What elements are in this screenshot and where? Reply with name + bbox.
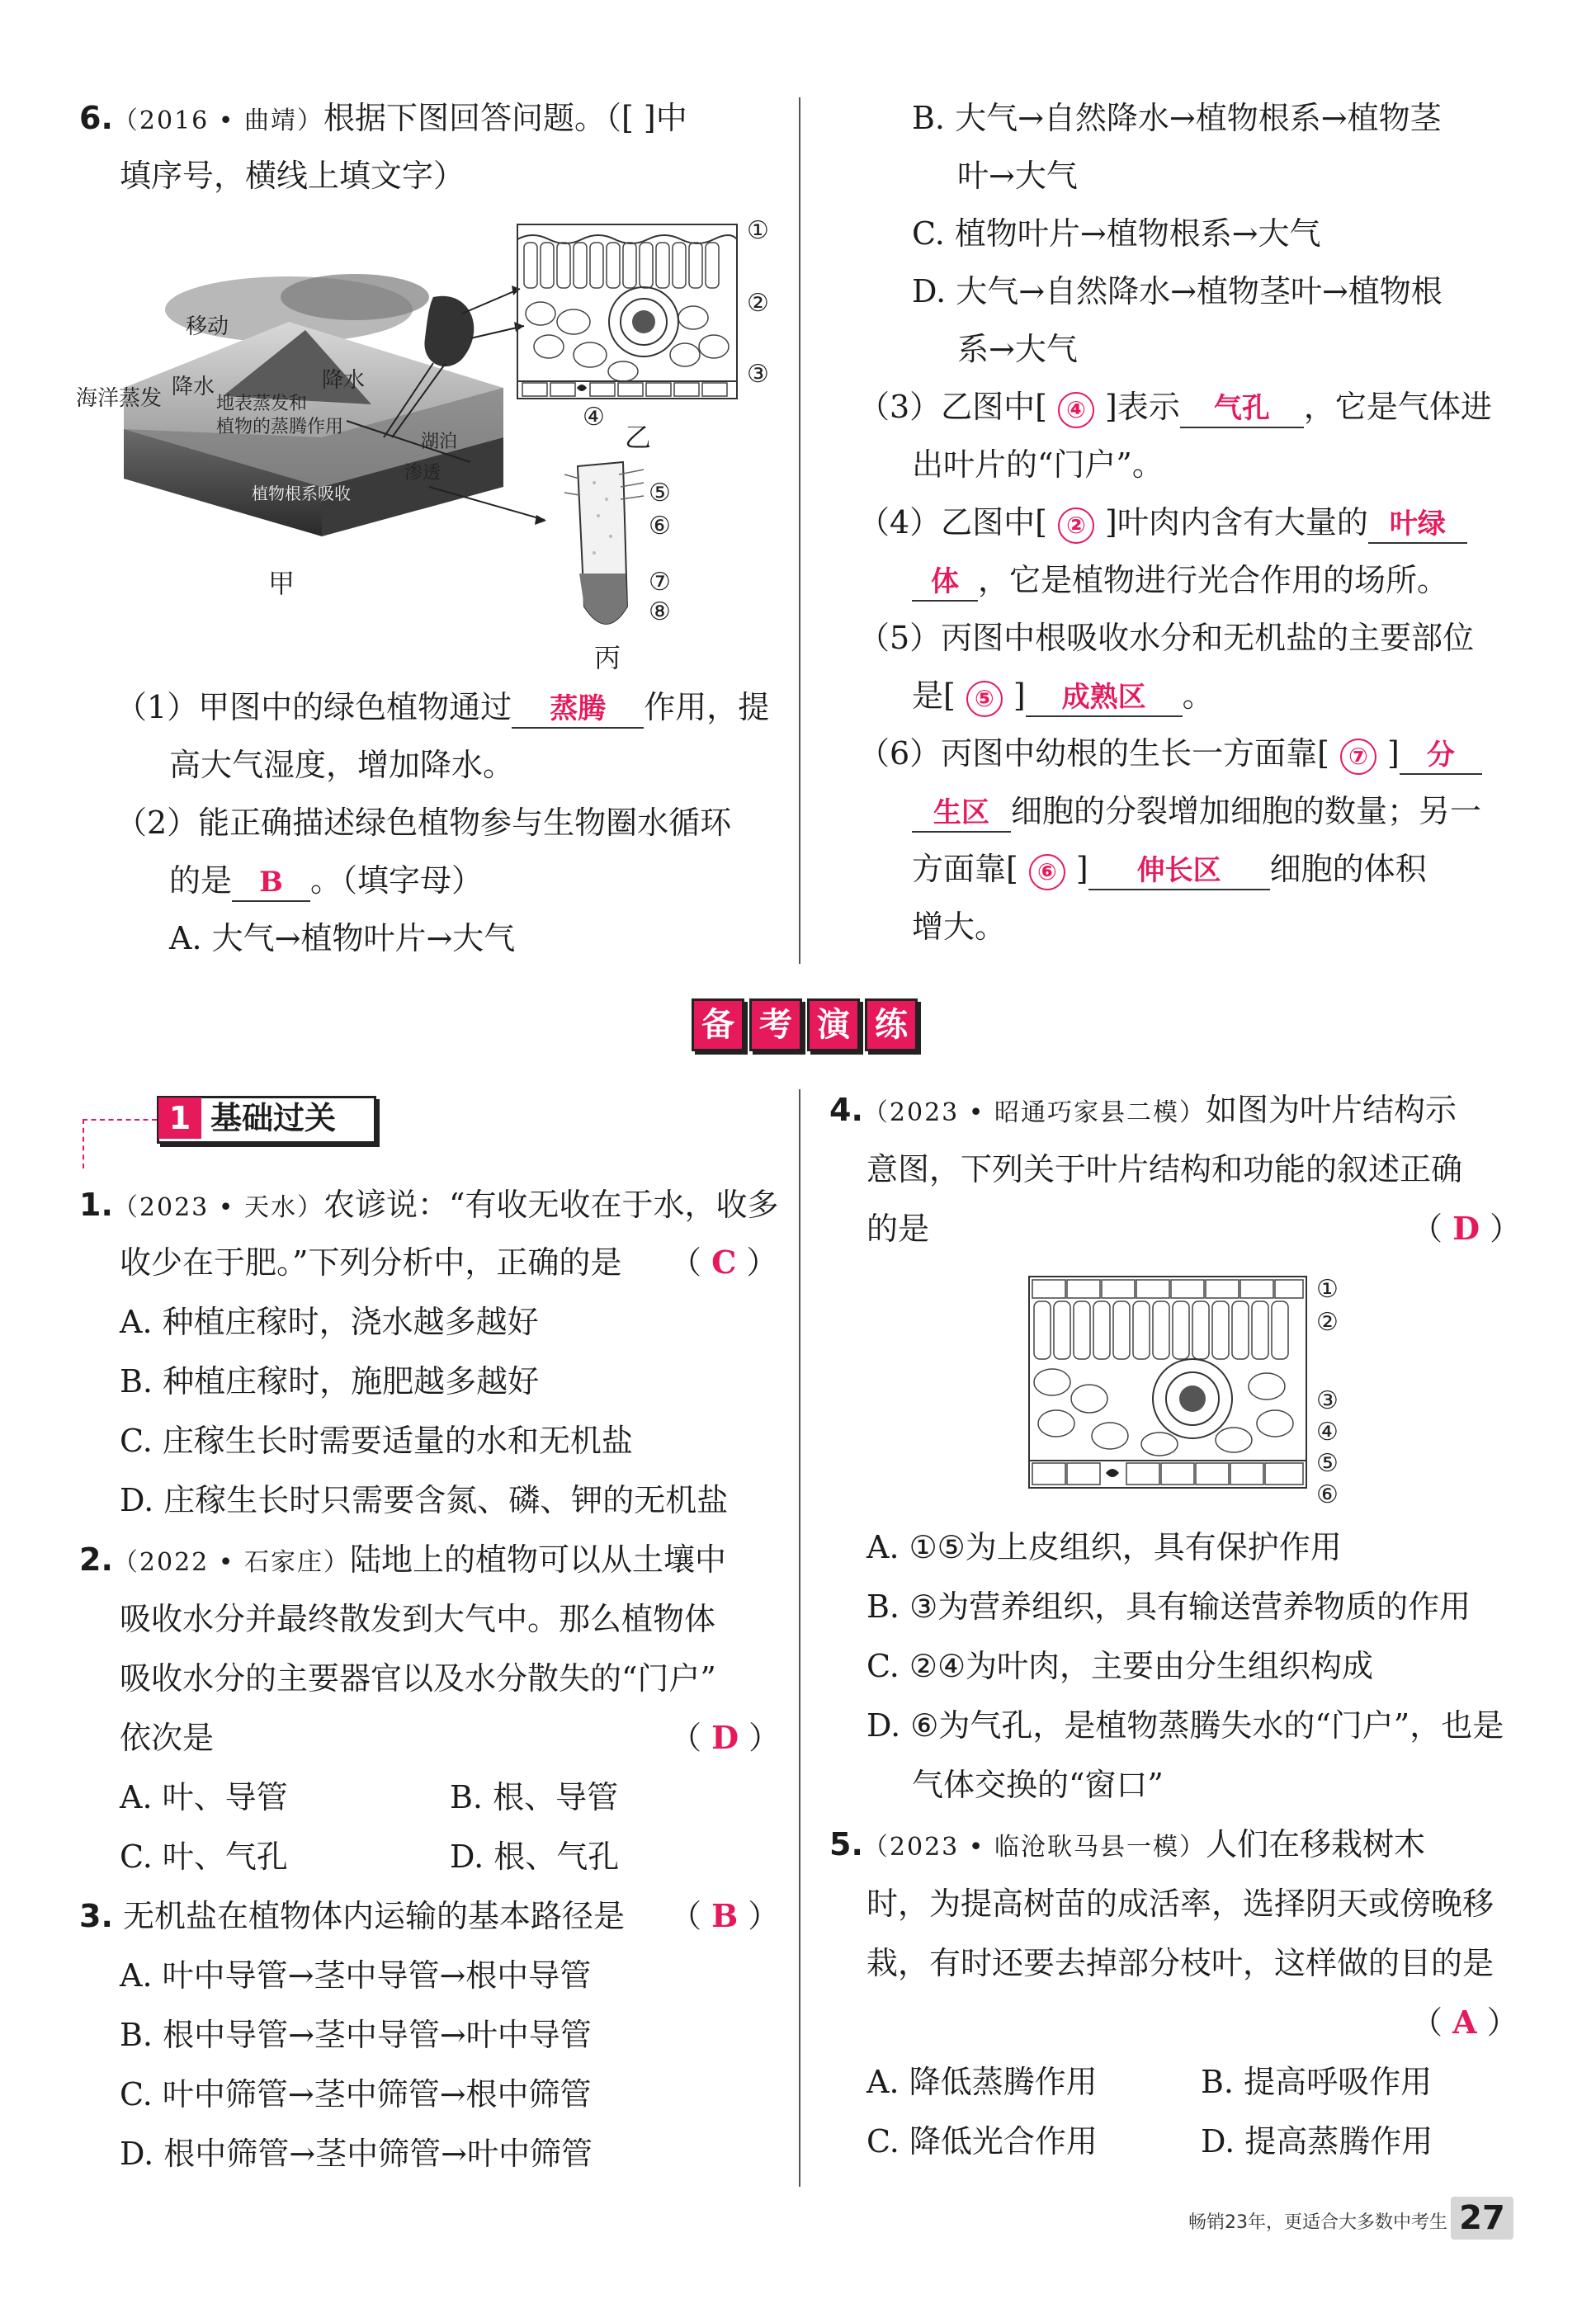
q2-option-c: C. 叶、气孔 bbox=[120, 1839, 288, 1875]
bing-mark-8: ⑧ bbox=[649, 597, 671, 626]
q5-stem-line2: 时，为提高树苗的成活率，选择阴天或傍晚移 bbox=[866, 1886, 1494, 1922]
q3-option-c: C. 叶中筛管→茎中筛管→根中筛管 bbox=[120, 2076, 592, 2112]
figure-bing-root-tip bbox=[561, 458, 652, 644]
bing-mark-7: ⑦ bbox=[649, 568, 671, 597]
q5-stem-line1: 5.（2023 • 临沧耿马县一模）人们在移栽树木 bbox=[829, 1826, 1426, 1862]
bing-caption: 丙 bbox=[594, 642, 621, 673]
q4-option-d-line2: 气体交换的“窗口” bbox=[912, 1767, 1164, 1803]
q3-stem: 3. 无机盐在植物体内运输的基本路径是 bbox=[79, 1898, 625, 1934]
q6-p6-line1: （6）丙图中幼根的生长一方面靠[ ⑦ ] 分 bbox=[858, 733, 1482, 775]
q6-p5-line2: 是[ ⑤ ] 成熟区 。 bbox=[912, 675, 1214, 717]
q4-answer: （ D ） bbox=[1411, 1210, 1522, 1247]
column-divider-bottom bbox=[799, 1089, 800, 2187]
jia-label-plant: 植物的蒸腾作用 bbox=[216, 417, 344, 437]
q2-stem-line3: 吸收水分的主要器官以及水分散失的“门户” bbox=[120, 1660, 716, 1697]
jia-label-seep: 渗透 bbox=[404, 463, 441, 484]
q6-option-c: C. 植物叶片→植物根系→大气 bbox=[912, 215, 1321, 252]
bing-mark-5: ⑤ bbox=[649, 479, 671, 507]
subsection-number: 1 bbox=[158, 1097, 201, 1139]
q4-mark-4: ④ bbox=[1316, 1418, 1339, 1447]
q6-option-d-line1: D. 大气→自然降水→植物茎叶→植物根 bbox=[912, 273, 1443, 309]
yi-mark-4: ④ bbox=[583, 403, 605, 432]
jia-label-root: 植物根系吸收 bbox=[252, 484, 351, 503]
q3-option-a: A. 叶中导管→茎中导管→根中导管 bbox=[120, 1957, 592, 1994]
subsection-title: 基础过关 bbox=[210, 1100, 337, 1136]
q4-mark-1: ① bbox=[1316, 1275, 1339, 1304]
q3-option-b: B. 根中导管→茎中导管→叶中导管 bbox=[120, 2017, 592, 2053]
q2-stem-line4: 依次是 bbox=[120, 1720, 215, 1756]
q4-mark-3: ③ bbox=[1316, 1386, 1339, 1415]
yi-caption: 乙 bbox=[625, 422, 652, 453]
q6-p2-line2: 的是 B 。（填字母） bbox=[169, 860, 483, 902]
q4-stem-line2: 意图，下列关于叶片结构和功能的叙述正确 bbox=[866, 1151, 1463, 1187]
q5-stem-line3: 栽，有时还要去掉部分枝叶，这样做的目的是 bbox=[866, 1945, 1494, 1981]
figure-yi-leaf-section bbox=[516, 223, 739, 400]
q1-stem-line1: 1.（2023 • 天水）农谚说：“有收无收在于水，收多 bbox=[79, 1187, 779, 1223]
q6-option-d-line2: 系→大气 bbox=[957, 331, 1078, 367]
yi-mark-3: ③ bbox=[747, 360, 769, 389]
q4-option-b: B. ③为营养组织，具有输送营养物质的作用 bbox=[866, 1588, 1471, 1625]
footer-slogan: 畅销23年，更适合大多数中考生 bbox=[1188, 2212, 1447, 2233]
q6-p2-line1: （2）能正确描述绿色植物参与生物圈水循环 bbox=[116, 805, 732, 841]
q1-option-b: B. 种植庄稼时，施肥越多越好 bbox=[120, 1363, 540, 1400]
subsection-badge bbox=[83, 1096, 375, 1142]
page-number: 27 bbox=[1451, 2197, 1513, 2240]
q5-option-a: A. 降低蒸腾作用 bbox=[866, 2064, 1098, 2100]
q6-option-a: A. 大气→植物叶片→大气 bbox=[169, 920, 516, 956]
jia-label-lake: 湖泊 bbox=[421, 432, 458, 452]
q5-answer: （ A ） bbox=[1411, 2004, 1518, 2041]
q6-p1-line1: （1）甲图中的绿色植物通过 蒸腾 作用，提 bbox=[116, 687, 769, 729]
q2-option-a: A. 叶、导管 bbox=[120, 1779, 288, 1815]
q2-stem-line2: 吸收水分并最终散发到大气中。那么植物体 bbox=[120, 1601, 716, 1637]
q6-p4-line2: 体 ，它是植物进行光合作用的场所。 bbox=[912, 559, 1448, 602]
q4-option-c: C. ②④为叶肉，主要由分生组织构成 bbox=[866, 1648, 1374, 1684]
q6-p4-line1: （4）乙图中[ ② ]叶肉内含有大量的 叶绿 bbox=[858, 502, 1467, 544]
q6-p3-line2: 出叶片的“门户”。 bbox=[912, 446, 1164, 483]
q4-stem-line1: 4.（2023 • 昭通巧家县二模）如图为叶片结构示 bbox=[829, 1092, 1457, 1128]
q1-option-a: A. 种植庄稼时，浇水越多越好 bbox=[120, 1304, 539, 1340]
q3-option-d: D. 根中筛管→茎中筛管→叶中筛管 bbox=[120, 2136, 593, 2172]
q6-stem-line2: 填序号，横线上填文字） bbox=[120, 158, 465, 194]
q2-answer: （ D ） bbox=[670, 1719, 781, 1756]
q3-answer: （ B ） bbox=[670, 1897, 780, 1934]
q4-mark-5: ⑤ bbox=[1316, 1449, 1339, 1478]
q6-p6-line2: 生区 细胞的分裂增加细胞的数量；另一 bbox=[912, 791, 1481, 833]
q6-p5-line1: （5）丙图中根吸收水分和无机盐的主要部位 bbox=[858, 620, 1475, 656]
jia-caption: 甲 bbox=[268, 568, 295, 599]
q5-option-b: B. 提高呼吸作用 bbox=[1201, 2064, 1433, 2100]
q6-option-b-line2: 叶→大气 bbox=[957, 158, 1078, 194]
jia-label-rain2: 降水 bbox=[322, 368, 366, 393]
jia-label-rain1: 降水 bbox=[172, 375, 215, 399]
q2-stem-line1: 2.（2022 • 石家庄）陆地上的植物可以从土壤中 bbox=[79, 1541, 727, 1578]
q6-p3-line1: （3）乙图中[ ④ ]表示 气孔 ，它是气体进 bbox=[858, 386, 1492, 428]
jia-label-surface: 地表蒸发和 bbox=[216, 394, 308, 414]
jia-label-ocean: 海洋蒸发 bbox=[76, 386, 163, 411]
q1-option-d: D. 庄稼生长时只需要含氮、磷、钾的无机盐 bbox=[120, 1482, 729, 1518]
q6-p6-line3: 方面靠[ ⑥ ] 伸长区 细胞的体积 bbox=[912, 848, 1427, 890]
q4-option-a: A. ①⑤为上皮组织，具有保护作用 bbox=[866, 1529, 1342, 1565]
q6-p1-line2: 高大气湿度，增加降水。 bbox=[169, 747, 515, 783]
bing-mark-6: ⑥ bbox=[649, 512, 671, 540]
jia-label-move: 移动 bbox=[186, 314, 229, 339]
q5-option-d: D. 提高蒸腾作用 bbox=[1201, 2123, 1433, 2160]
yi-mark-2: ② bbox=[747, 289, 769, 318]
q5-option-c: C. 降低光合作用 bbox=[866, 2123, 1098, 2160]
q4-stem-line3: 的是 bbox=[866, 1211, 930, 1247]
column-divider-top bbox=[799, 97, 800, 964]
figure-q4-leaf-section bbox=[1027, 1275, 1308, 1489]
q1-stem-line2: 收少在于肥。”下列分析中，正确的是 bbox=[120, 1244, 622, 1281]
q4-mark-6: ⑥ bbox=[1316, 1480, 1339, 1509]
q6-option-b-line1: B. 大气→自然降水→植物根系→植物茎 bbox=[912, 100, 1442, 136]
q4-option-d-line1: D. ⑥为气孔，是植物蒸腾失水的“门户”，也是 bbox=[866, 1707, 1504, 1744]
q1-answer: （ C ） bbox=[670, 1244, 778, 1281]
q4-mark-2: ② bbox=[1316, 1308, 1339, 1337]
q6-p6-line4: 增大。 bbox=[912, 909, 1007, 945]
yi-mark-1: ① bbox=[747, 216, 769, 245]
q1-option-c: C. 庄稼生长时需要适量的水和无机盐 bbox=[120, 1423, 633, 1459]
q6-stem-line1: 6.（2016 • 曲靖）根据下图回答问题。（[ ]中 bbox=[79, 100, 687, 136]
section-title: 备 考 演 练 bbox=[692, 998, 918, 1051]
q2-option-d: D. 根、气孔 bbox=[450, 1839, 620, 1875]
q2-option-b: B. 根、导管 bbox=[450, 1779, 619, 1815]
